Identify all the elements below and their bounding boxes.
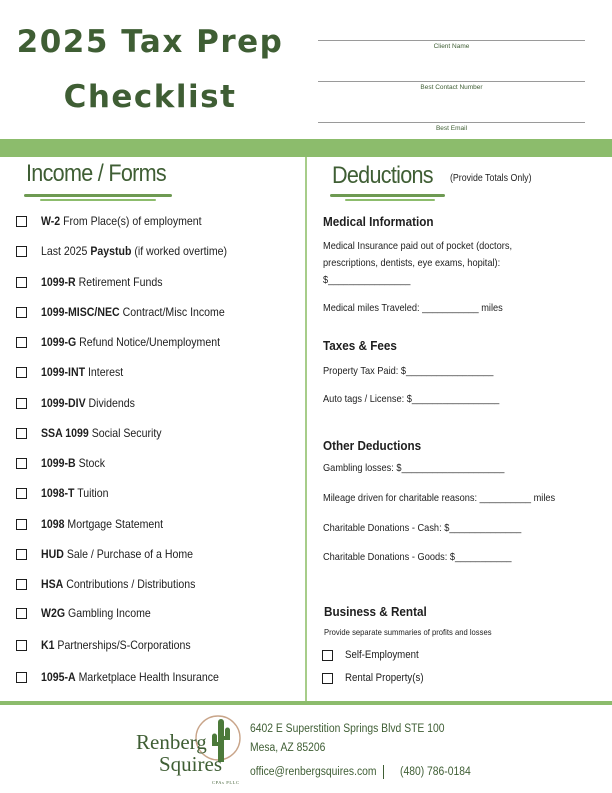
income-item-label	[41, 305, 225, 319]
income-item-description: Retirement Funds	[75, 275, 163, 289]
rental-property-item[interactable]	[322, 672, 434, 684]
self-employment-label: Self-Employment	[345, 649, 419, 661]
income-item-label	[41, 670, 219, 684]
income-checkbox[interactable]	[16, 672, 27, 683]
email-label: Best Email	[435, 125, 468, 132]
income-checklist-item[interactable]	[16, 243, 252, 259]
income-item-label	[41, 244, 227, 258]
income-item-label	[41, 486, 109, 500]
income-item-form: SSA 1099	[41, 426, 89, 440]
income-checkbox[interactable]	[16, 488, 27, 499]
income-item-description: Refund Notice/Unemployment	[76, 335, 221, 349]
income-item-form: 1099-MISC/NEC	[41, 305, 120, 319]
income-item-description: Gambling Income	[65, 606, 151, 620]
footer-email[interactable]: office@renbergsquires.com	[250, 766, 377, 778]
taxes-heading: Taxes & Fees	[323, 338, 397, 353]
income-item-description: Contributions / Distributions	[63, 577, 196, 591]
income-checklist-item[interactable]	[16, 637, 211, 653]
income-item-description: Tuition	[74, 486, 109, 500]
income-item-label	[41, 606, 151, 620]
income-checkbox[interactable]	[16, 277, 27, 288]
company-logo	[132, 708, 244, 788]
income-checkbox[interactable]	[16, 337, 27, 348]
contact-number-line[interactable]	[318, 81, 585, 82]
income-item-label	[41, 517, 163, 531]
income-item-form: 1095-A	[41, 670, 76, 684]
income-item-description: Partnerships/S-Corporations	[54, 638, 191, 652]
income-item-description: From Place(s) of employment	[60, 214, 202, 228]
income-item-description: Stock	[75, 456, 105, 470]
income-item-label	[41, 426, 162, 440]
income-item-label	[41, 577, 195, 591]
logo-text-renberg: Renberg	[136, 730, 207, 754]
logo-text-squires: Squires	[159, 752, 222, 776]
self-employment-checkbox[interactable]	[322, 650, 333, 661]
income-item-form: K1	[41, 638, 55, 652]
income-item-description: (if worked overtime)	[131, 244, 228, 258]
income-item-label	[41, 214, 202, 228]
income-checklist-item[interactable]	[16, 516, 180, 532]
deductions-note: (Provide Totals Only)	[450, 173, 532, 184]
footer-address-line1: 6402 E Superstition Springs Blvd STE 100	[250, 723, 445, 735]
income-item-description: Contract/Misc Income	[119, 305, 225, 319]
income-checkbox[interactable]	[16, 640, 27, 651]
income-item-form: HSA	[41, 577, 64, 591]
income-checkbox[interactable]	[16, 367, 27, 378]
income-item-label	[41, 547, 193, 561]
income-checklist-item[interactable]	[16, 605, 166, 621]
business-heading: Business & Rental	[324, 604, 427, 619]
income-item-form: 1099-G	[41, 335, 77, 349]
page-title-line2: Checklist	[63, 79, 237, 115]
income-item-form: Paystub	[90, 244, 132, 258]
medical-insurance-line1: Medical Insurance paid out of pocket (doctors,	[323, 240, 513, 252]
income-item-description: Marketplace Health Insurance	[75, 670, 219, 684]
income-checklist-item[interactable]	[16, 213, 223, 229]
client-name-line[interactable]	[318, 40, 585, 41]
income-item-form: 1099-R	[41, 275, 76, 289]
income-checklist-item[interactable]	[16, 395, 148, 411]
income-item-description: Dividends	[85, 396, 135, 410]
income-item-form: W2G	[41, 606, 66, 620]
income-checkbox[interactable]	[16, 307, 27, 318]
medical-heading: Medical Information	[323, 214, 434, 229]
footer-separator	[383, 765, 384, 779]
income-checklist-item[interactable]	[16, 304, 250, 320]
income-item-description: Sale / Purchase of a Home	[63, 547, 194, 561]
income-checklist-item[interactable]	[16, 425, 178, 441]
income-item-description: Social Security	[88, 426, 162, 440]
other-deductions-heading: Other Deductions	[323, 438, 422, 453]
income-checklist-item[interactable]	[16, 576, 216, 592]
contact-number-label: Best Contact Number	[420, 84, 483, 91]
income-item-form: 1098	[41, 517, 65, 531]
medical-insurance-line2: prescriptions, dentists, eye exams, hopital):	[323, 257, 501, 269]
income-heading: Income / Forms	[26, 160, 166, 187]
column-divider	[305, 157, 307, 701]
income-checklist-item[interactable]	[16, 546, 214, 562]
gambling-losses-field[interactable]: Gambling losses: $____________________	[323, 462, 505, 474]
income-checkbox[interactable]	[16, 428, 27, 439]
income-item-description: Interest	[85, 365, 124, 379]
page-title-line1: 2025 Tax Prep	[16, 24, 284, 60]
income-item-label	[41, 365, 123, 379]
income-item-label	[41, 456, 105, 470]
income-checkbox[interactable]	[16, 549, 27, 560]
charitable-mileage-field[interactable]: Mileage driven for charitable reasons: __________ miles	[323, 492, 556, 504]
rental-property-checkbox[interactable]	[322, 673, 333, 684]
income-heading-underline	[24, 194, 172, 197]
income-heading-underline-2	[40, 199, 156, 201]
income-checkbox[interactable]	[16, 216, 27, 227]
deductions-heading-underline	[330, 194, 445, 197]
medical-insurance-amount[interactable]: $________________	[323, 274, 411, 286]
donations-cash-field[interactable]: Charitable Donations - Cash: $______________	[323, 522, 522, 534]
income-item-form: 1099-DIV	[41, 396, 86, 410]
email-line[interactable]	[318, 122, 585, 123]
income-item-label	[41, 275, 163, 289]
income-checklist-item[interactable]	[16, 334, 244, 350]
income-checkbox[interactable]	[16, 519, 27, 530]
income-item-prefix: Last 2025	[41, 244, 91, 258]
income-checklist-item[interactable]	[16, 669, 243, 685]
logo-subtitle: CPAs PLLC	[212, 780, 240, 785]
income-item-label	[41, 638, 191, 652]
income-item-form: 1098-T	[41, 486, 75, 500]
income-checklist-item[interactable]	[16, 274, 179, 290]
income-item-label	[41, 335, 220, 349]
income-checklist-item[interactable]	[16, 485, 118, 501]
income-checkbox[interactable]	[16, 398, 27, 409]
income-checklist-item[interactable]	[16, 364, 134, 380]
income-checkbox[interactable]	[16, 246, 27, 257]
income-item-form: 1099-INT	[41, 365, 86, 379]
income-item-form: HUD	[41, 547, 64, 561]
income-item-form: W-2	[41, 214, 61, 228]
income-item-form: 1099-B	[41, 456, 76, 470]
income-checkbox[interactable]	[16, 608, 27, 619]
property-tax-field[interactable]: Property Tax Paid: $_________________	[323, 365, 494, 377]
income-checkbox[interactable]	[16, 579, 27, 590]
client-name-label: Client Name	[433, 43, 470, 50]
header-divider-band	[0, 139, 612, 157]
income-item-description: Mortgage Statement	[64, 517, 164, 531]
donations-goods-field[interactable]: Charitable Donations - Goods: $___________	[323, 551, 512, 563]
income-checkbox[interactable]	[16, 458, 27, 469]
deductions-heading: Deductions	[332, 162, 433, 189]
self-employment-item[interactable]	[322, 649, 429, 661]
deductions-heading-underline-2	[345, 199, 435, 201]
rental-property-label: Rental Property(s)	[345, 672, 424, 684]
auto-tags-field[interactable]: Auto tags / License: $_________________	[323, 393, 500, 405]
footer-address-line2: Mesa, AZ 85206	[250, 742, 326, 754]
medical-miles-field[interactable]: Medical miles Traveled: ___________ miles	[323, 302, 503, 314]
income-item-label	[41, 396, 135, 410]
income-checklist-item[interactable]	[16, 455, 114, 471]
footer-divider	[0, 701, 612, 705]
footer-phone[interactable]: (480) 786-0184	[400, 766, 471, 778]
business-note: Provide separate summaries of profits and losses	[324, 627, 492, 637]
